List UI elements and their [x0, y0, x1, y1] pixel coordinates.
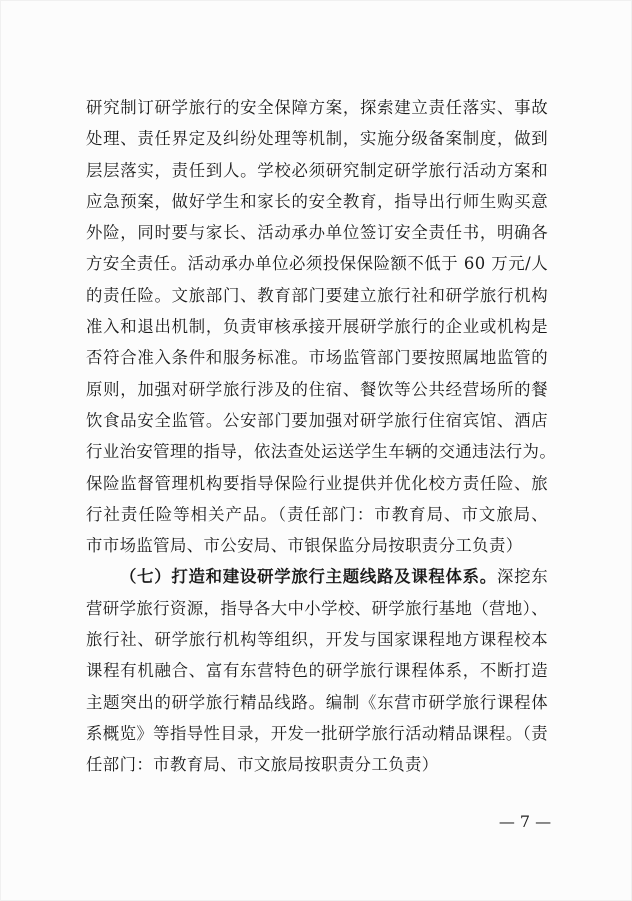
paragraph-line: 市市场监管局、市公安局、市银保监分局按职责分工负责）: [86, 536, 523, 556]
paragraph-line: 准入和退出机制，负责审核承接开展研学旅行的企业或机构是: [86, 317, 548, 337]
section-first-line-rest: 深挖东: [496, 567, 548, 587]
paragraph-line: 外险，同时要与家长、活动承办单位签订安全责任书，明确各: [86, 223, 548, 243]
section-first-line: [86, 561, 548, 592]
page-number: — 7 —: [498, 812, 552, 831]
section-heading: （七）打造和建设研学旅行主题线路及课程体系。: [120, 567, 497, 587]
paragraph-line: 方安全责任。活动承办单位必须投保保险额不低于 60 万元/人: [86, 254, 548, 274]
paragraph-line: 行业治安管理的指导，依法查处运送学生车辆的交通违法行为。: [86, 442, 557, 462]
paragraph-line: 保险监督管理机构要指导保险行业提供并优化校方责任险、旅: [86, 473, 548, 493]
section-line: 课程有机融合、富有东营特色的研学旅行课程体系，不断打造: [86, 661, 548, 681]
section-line: 主题突出的研学旅行精品线路。编制《东营市研学旅行课程体: [86, 692, 548, 712]
document-body: [86, 92, 557, 781]
paragraph-line: 研究制订研学旅行的安全保障方案，探索建立责任落实、事故: [86, 98, 548, 117]
paragraph-line: 的责任险。文旅部门、教育部门要建立旅行社和研学旅行机构: [86, 285, 548, 305]
paragraph-line: 原则，加强对研学旅行涉及的住宿、餐饮等公共经营场所的餐: [86, 379, 548, 399]
section-line: 旅行社、研学旅行机构等组织，开发与国家课程地方课程校本: [86, 630, 548, 650]
section-line: 营研学旅行资源，指导各大中小学校、研学旅行基地（营地）、: [86, 598, 548, 618]
paragraph-line: 饮食品安全监管。公安部门要加强对研学旅行住宿宾馆、酒店: [86, 410, 548, 430]
paragraph-line: 行社责任险等相关产品。（责任部门：市教育局、市文旅局、: [86, 504, 548, 524]
paragraph-line: 否符合准入条件和服务标准。市场监管部门要按照属地监管的: [86, 348, 548, 368]
paragraph-line: 应急预案，做好学生和家长的安全教育，指导出行师生购买意: [86, 191, 548, 211]
section-line: 任部门：市教育局、市文旅局按职责分工负责）: [86, 755, 439, 775]
section-line: 系概览》等指导性目录，开发一批研学旅行活动精品课程。（责: [86, 723, 548, 743]
paragraph-line: 层层落实，责任到人。学校必须研究制定研学旅行活动方案和: [86, 160, 548, 180]
paragraph-line: 处理、责任界定及纠纷处理等机制，实施分级备案制度，做到: [86, 129, 548, 149]
